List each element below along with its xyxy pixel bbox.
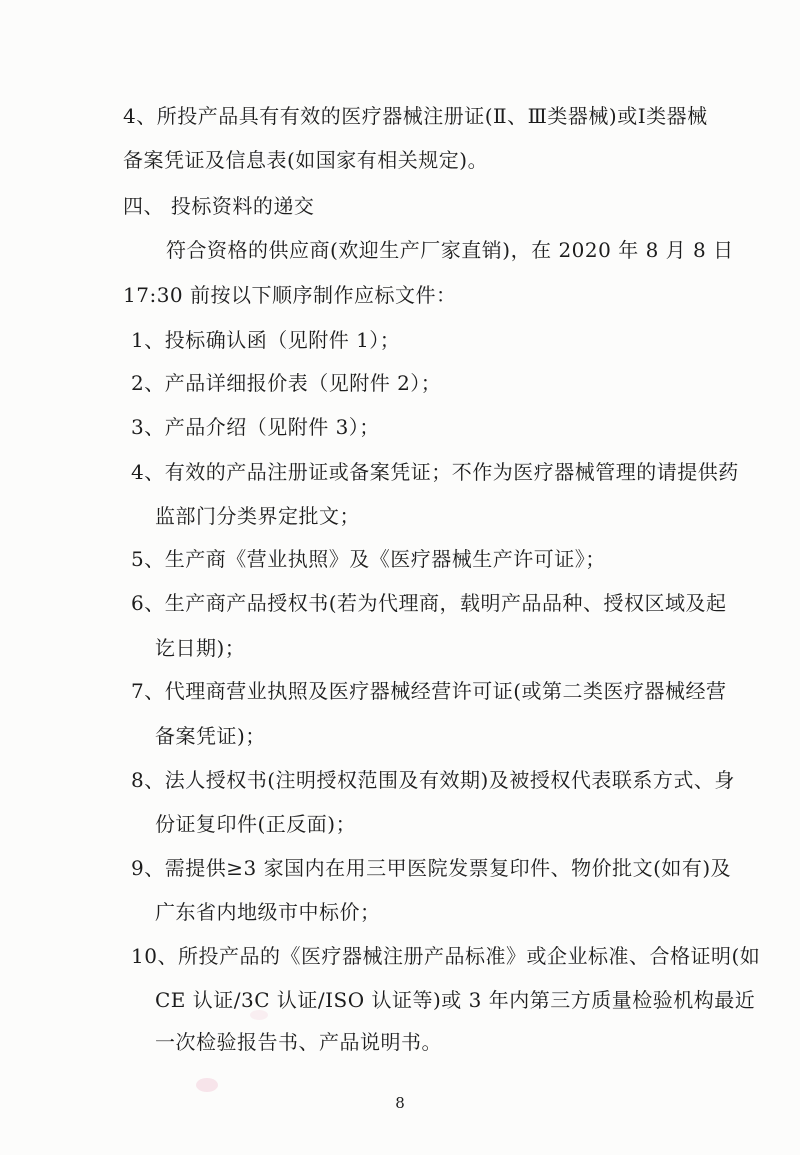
section-heading: 四、 投标资料的递交 — [123, 194, 315, 218]
list-item-continuation: 广东省内地级市中标价； — [155, 900, 381, 924]
list-item-continuation: 一次检验报告书、产品说明书。 — [155, 1030, 442, 1054]
list-item-continuation: 备案凭证及信息表(如国家有相关规定)。 — [123, 148, 489, 172]
list-item: 2、产品详细报价表（见附件 2）； — [131, 371, 442, 395]
list-item: 7、代理商营业执照及医疗器械经营许可证(或第二类医疗器械经营 — [131, 679, 727, 703]
list-item-continuation: CE 认证/3C 认证/ISO 认证等)或 3 年内第三方质量检验机构最近 — [155, 988, 756, 1012]
list-item: 10、所投产品的《医疗器械注册产品标准》或企业标准、合格证明(如 — [131, 944, 761, 968]
paragraph-continuation: 17:30 前按以下顺序制作应标文件： — [123, 283, 457, 307]
ink-stain — [250, 1010, 268, 1020]
list-item-continuation: 讫日期)； — [155, 636, 246, 660]
list-item-continuation: 监部门分类界定批文； — [155, 504, 360, 528]
paragraph: 符合资格的供应商(欢迎生产厂家直销)，在 2020 年 8 月 8 日 — [166, 238, 734, 262]
list-item-continuation: 备案凭证)； — [155, 724, 266, 748]
list-item: 4、有效的产品注册证或备案凭证；不作为医疗器械管理的请提供药 — [131, 460, 739, 484]
list-item-continuation: 份证复印件(正反面)； — [155, 812, 357, 836]
ink-stain — [196, 1078, 218, 1092]
list-item: 1、投标确认函（见附件 1）； — [131, 328, 401, 352]
list-item: 3、产品介绍（见附件 3）； — [131, 415, 380, 439]
list-item: 9、需提供≥3 家国内在用三甲医院发票复印件、物价批文(如有)及 — [131, 856, 732, 880]
list-item: 5、生产商《营业执照》及《医疗器械生产许可证》； — [131, 547, 606, 571]
list-item: 4、所投产品具有有效的医疗器械注册证(Ⅱ、Ⅲ类器械)或Ⅰ类器械 — [123, 104, 708, 128]
list-item: 8、法人授权书(注明授权范围及有效期)及被授权代表联系方式、身 — [131, 768, 735, 792]
list-item: 6、生产商产品授权书(若为代理商，载明产品品种、授权区域及起 — [131, 591, 727, 615]
page-number: 8 — [395, 1094, 405, 1112]
